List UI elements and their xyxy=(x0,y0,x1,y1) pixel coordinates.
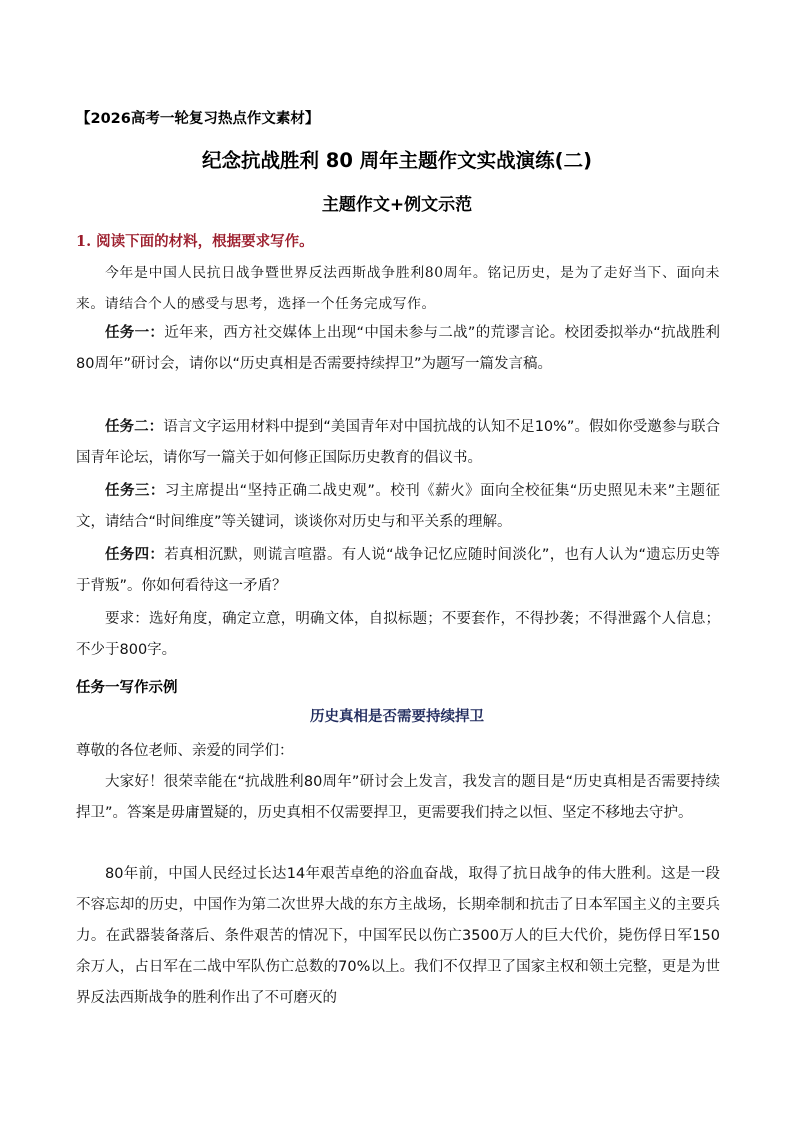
essay-paragraph: 大家好！很荣幸能在“抗战胜利80周年”研讨会上发言，我发言的题目是“历史真相是否需要持续捍卫”。答案是毋庸置疑的，历史真相不仅需要捍卫，更需要我们持之以恒、坚定不移地去守护。 xyxy=(76,774,720,821)
task-3-label: 任务三： xyxy=(105,483,165,499)
essay-title: 历史真相是否需要持续捍卫 xyxy=(310,709,484,725)
question-instruction: 1. 阅读下面的材料，根据要求写作。 xyxy=(76,233,314,250)
task-3 xyxy=(76,476,720,538)
header-tag: 【2026高考一轮复习热点作文素材】 xyxy=(76,111,320,127)
task-2-label: 任务二： xyxy=(105,419,164,435)
writing-requirement: 要求：选好角度，确定立意，明确文体，自拟标题；不要套作，不得抄袭；不得泄露个人信息；不少于800字。 xyxy=(76,611,720,658)
task-4 xyxy=(76,540,720,602)
task-1-text: 近年来，西方社交媒体上出现“中国未参与二战”的荒谬言论。校团委拟举办“抗战胜利80周年”研讨会，请你以“历史真相是否需要持续捍卫”为题写一篇发言稿。 xyxy=(76,325,720,372)
material-intro: 今年是中国人民抗日战争暨世界反法西斯战争胜利80周年。铭记历史，是为了走好当下、面向未来。请结合个人的感受与思考，选择一个任务完成写作。 xyxy=(76,265,720,312)
task-4-text: 若真相沉默，则谎言喧嚣。有人说“战争记忆应随时间淡化”，也有人认为“遗忘历史等于背叛”。你如何看待这一矛盾？ xyxy=(76,547,720,594)
task-1-label: 任务一： xyxy=(105,325,165,341)
page-title: 纪念抗战胜利 80 周年主题作文实战演练(二) xyxy=(201,149,593,172)
task-2 xyxy=(76,412,720,474)
essay-paragraph: 80年前，中国人民经过长达14年艰苦卓绝的浴血奋战，取得了抗日战争的伟大胜利。这是一段不容忘却的历史，中国作为第二次世界大战的东方主战场，长期牵制和抗击了日本军国主义的主要兵力。在武器装备落后、条件艰苦的情况下，中国军民以伤亡3500万人的巨大代价，毙伤俘日军150余万人，占日军在二战中军队伤亡总数的70%以上。我们不仅捍卫了国家主权和领土完整，更是为世界反法西斯战争的胜利作出了不可磨灭的 xyxy=(76,866,720,1006)
task-4-label: 任务四： xyxy=(105,547,165,563)
page-subtitle: 主题作文+例文示范 xyxy=(321,195,473,215)
essay-greeting: 尊敬的各位老师、亲爱的同学们： xyxy=(76,743,294,759)
task-3-text: 习主席提出“坚持正确二战史观”。校刊《薪火》面向全校征集“历史照见未来”主题征文，请结合“时间维度”等关键词，谈谈你对历史与和平关系的理解。 xyxy=(76,483,721,530)
example-heading: 任务一写作示例 xyxy=(76,680,178,696)
task-2-text: 语言文字运用材料中提到“美国青年对中国抗战的认知不足10%”。假如你受邀参与联合国青年论坛，请你写一篇关于如何修正国际历史教育的倡议书。 xyxy=(76,419,721,466)
task-1 xyxy=(76,318,720,380)
